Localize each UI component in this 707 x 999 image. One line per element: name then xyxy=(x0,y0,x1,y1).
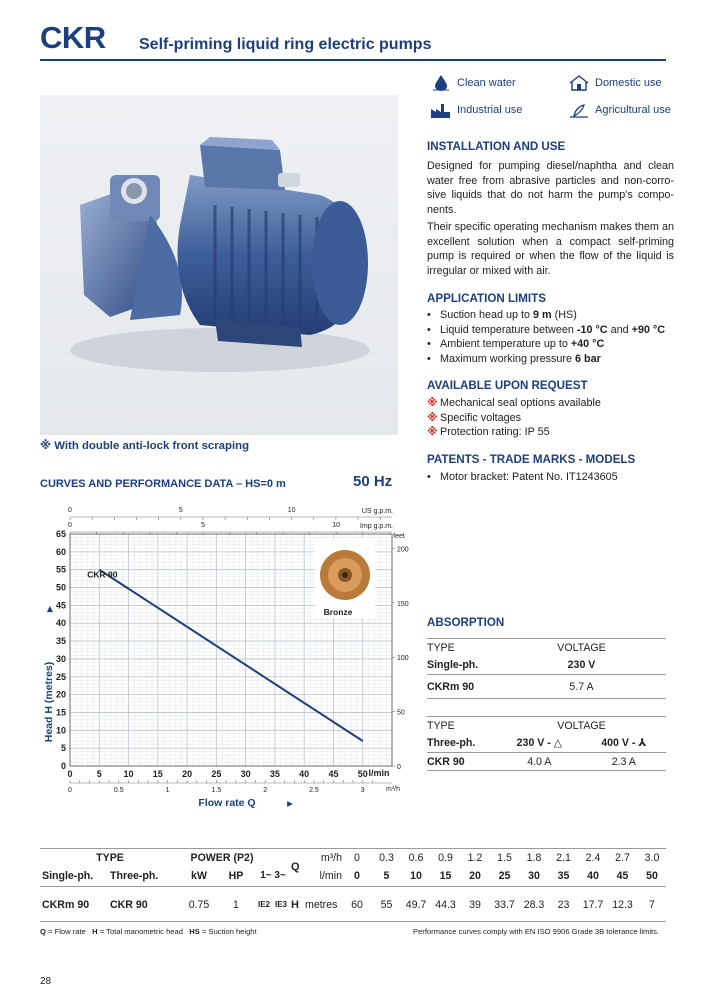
perf-row-single-model: CKRm 90 xyxy=(42,899,90,911)
perf-lmin-value: 15 xyxy=(439,870,452,882)
perf-metres-label: metres xyxy=(305,899,338,911)
abs-single-v1: 230 V xyxy=(567,659,596,672)
product-code: CKR xyxy=(40,20,106,55)
perf-single-label: Single-ph. xyxy=(42,870,94,882)
perf-row-ie-single: IE2 xyxy=(257,900,270,909)
perf-h-value: 55 xyxy=(380,899,393,911)
request-heading: AVAILABLE UPON REQUEST xyxy=(427,379,588,392)
right-tick-label: 50 xyxy=(397,709,405,717)
photo-note: ※ With double anti-lock front scraping xyxy=(40,440,250,452)
perf-row-ie-three: IE3 xyxy=(274,900,287,909)
x-tick-label: 40 xyxy=(299,769,310,779)
perf-h-label: H xyxy=(291,899,299,911)
abs-single-voltage-label: VOLTAGE xyxy=(557,641,606,654)
request-list xyxy=(427,396,601,440)
x-tick-label: 20 xyxy=(182,769,193,779)
x-tick-label: 30 xyxy=(240,769,251,779)
x-tick-label: 0 xyxy=(67,769,73,779)
abs-three-v2: 400 V - ⅄ xyxy=(601,737,647,750)
perf-m3h-value: 1.8 xyxy=(526,852,542,864)
x-tick-label: 25 xyxy=(211,769,222,779)
limits-heading: APPLICATION LIMITS xyxy=(427,292,546,305)
page-number: 28 xyxy=(40,976,52,987)
frequency-label: 50 Hz xyxy=(353,473,393,490)
bottom-axis-m3h-unit: m³/h xyxy=(386,786,400,793)
y-tick-label: 60 xyxy=(55,546,66,557)
y-tick-label: 50 xyxy=(55,582,66,593)
y-tick-label: 65 xyxy=(55,529,66,539)
perf-h-value: 60 xyxy=(351,899,363,911)
limit-item: • Suction head up to 9 m (HS) xyxy=(427,309,577,321)
agriculture-icon xyxy=(568,101,590,119)
y-tick-label: 10 xyxy=(55,725,66,736)
perf-m3h-value: 0.9 xyxy=(438,852,453,864)
use-agricultural-label: Agricultural use xyxy=(595,104,671,116)
request-item: ※ Protection rating: IP 55 xyxy=(427,426,550,439)
top-us-tick-label: 5 xyxy=(178,507,183,514)
right-tick-label: 0 xyxy=(397,764,401,771)
right-tick-label: 200 xyxy=(397,546,409,554)
patents-heading: PATENTS - TRADE MARKS - MODELS xyxy=(427,453,636,466)
perf-three-label: Three-ph. xyxy=(110,870,159,882)
pump-illustration xyxy=(40,95,398,435)
limit-item: • Maximum working pressure 6 bar xyxy=(427,352,601,365)
limit-item: • Liquid temperature between -10 °C and +90 °C xyxy=(427,323,666,336)
perf-lmin-value: 20 xyxy=(469,870,481,882)
perf-m3h-value: 2.4 xyxy=(585,852,601,864)
right-tick-label: 100 xyxy=(397,655,409,663)
impeller-inset xyxy=(315,538,375,618)
perf-lmin-value: 10 xyxy=(410,870,422,882)
perf-table-bottom-rule xyxy=(40,921,666,922)
perf-table-top-rule xyxy=(40,848,666,849)
absorption-single-table xyxy=(427,638,666,699)
impeller-icon xyxy=(320,550,370,600)
right-tick-label: 150 xyxy=(397,600,409,608)
y-tick-label: 20 xyxy=(55,689,66,700)
y-tick-label: 0 xyxy=(60,761,66,771)
use-industrial xyxy=(430,101,522,119)
perf-hp-label: HP xyxy=(228,870,244,882)
y-tick-label: 5 xyxy=(60,743,66,754)
series-label: CKR 90 xyxy=(87,569,118,580)
pump-photo xyxy=(40,95,398,435)
installation-paragraph-2: Their specific operating mechanism makes them an excellent solution when a compact self-priming pump is required or when the flow of the liquid is irregular or mixed with air. xyxy=(427,221,674,277)
perf-row-kw: 0.75 xyxy=(188,899,210,911)
perf-lmin-value: 35 xyxy=(557,870,570,882)
use-domestic xyxy=(568,74,662,92)
perf-m3h-value: 1.5 xyxy=(497,852,512,864)
request-item: ※ Specific voltages xyxy=(427,411,522,424)
bottom-m3h-tick-label: 3 xyxy=(360,787,365,794)
abs-single-a1: 5.7 A xyxy=(569,680,594,693)
perf-power-label: POWER (P2) xyxy=(190,852,254,864)
abs-three-a2: 2.3 A xyxy=(611,755,636,768)
absorption-three-table xyxy=(427,716,666,771)
perf-m3h-value: 0 xyxy=(354,852,360,864)
perf-m3h-value: 2.7 xyxy=(615,852,630,864)
perf-lmin-value: 40 xyxy=(587,870,599,882)
abs-three-phase: Three-ph. xyxy=(427,737,476,750)
perf-lmin-value: 25 xyxy=(498,870,511,882)
perf-kw-label: kW xyxy=(191,870,207,882)
house-icon xyxy=(568,74,590,92)
perf-h-value: 12.3 xyxy=(612,899,633,911)
perf-h-value: 7 xyxy=(649,899,655,911)
perf-row-hp: 1 xyxy=(233,899,239,911)
absorption-heading: ABSORPTION xyxy=(427,616,505,629)
limit-item: • Ambient temperature up to +40 °C xyxy=(427,338,605,351)
factory-icon xyxy=(430,101,452,119)
top-axis-us-unit: US g.p.m. xyxy=(361,508,393,515)
iso-note: Performance curves comply with EN ISO 9906 Grade 3B tolerance limits. xyxy=(413,927,660,936)
perf-table-mid-rule xyxy=(40,886,666,887)
installation-paragraph-1: Designed for pumping diesel/naphtha and clean water free from abrasive particles and non-corro-sive liquids that do not harm the pump's compo-nents. xyxy=(427,160,674,216)
bottom-m3h-tick-label: 0 xyxy=(68,787,72,794)
x-axis-label: Flow rate Q xyxy=(198,797,256,809)
abs-single-model: CKRm 90 xyxy=(427,680,475,693)
y-tick-label: 45 xyxy=(55,600,66,611)
abs-three-type-label: TYPE xyxy=(427,719,455,732)
installation-heading: INSTALLATION AND USE xyxy=(427,140,566,153)
performance-chart xyxy=(36,500,409,812)
y-tick-label: 15 xyxy=(55,707,66,718)
perf-m3h-value: 0.6 xyxy=(408,852,424,864)
y-axis-label: Head H (metres) xyxy=(43,661,55,743)
perf-h-value: 28.3 xyxy=(523,899,545,911)
right-axis-unit: feet xyxy=(393,533,405,540)
perf-type-label: TYPE xyxy=(96,852,124,864)
y-tick-label: 35 xyxy=(55,636,66,647)
perf-m3h-value: 3.0 xyxy=(644,852,660,864)
x-tick-label: 15 xyxy=(152,769,163,779)
abs-three-voltage-label: VOLTAGE xyxy=(557,719,606,732)
perf-lmin-value: 5 xyxy=(383,870,390,882)
perf-h-value: 49.7 xyxy=(405,899,427,911)
perf-q-label: Q xyxy=(291,861,300,873)
top-imp-tick-label: 0 xyxy=(68,522,72,529)
use-domestic-label: Domestic use xyxy=(595,77,662,89)
top-us-tick-label: 0 xyxy=(68,507,72,514)
y-tick-label: 25 xyxy=(55,671,66,682)
abs-three-a1: 4.0 A xyxy=(527,755,552,768)
x-tick-label: 5 xyxy=(96,769,102,779)
perf-lmin-value: 30 xyxy=(528,870,540,882)
perf-h-value: 23 xyxy=(557,899,570,911)
bottom-m3h-tick-label: 1.5 xyxy=(211,787,222,794)
y-tick-label: 30 xyxy=(55,653,66,664)
header-rule xyxy=(40,59,666,61)
use-clean-water-label: Clean water xyxy=(457,77,516,89)
perf-h-value: 44.3 xyxy=(435,899,456,911)
perf-m3h-value: 1.2 xyxy=(467,852,483,864)
top-imp-tick-label: 5 xyxy=(201,522,206,529)
perf-m3h-label: m³/h xyxy=(320,852,342,864)
use-clean-water xyxy=(430,74,516,92)
patent-item: • Motor bracket: Patent No. IT1243605 xyxy=(427,471,618,483)
x-tick-label: 35 xyxy=(269,769,280,779)
use-agricultural xyxy=(568,101,671,119)
water-drop-icon xyxy=(430,74,452,92)
perf-lmin-value: 50 xyxy=(646,870,658,882)
perf-lmin-value: 0 xyxy=(354,870,360,882)
perf-h-value: 39 xyxy=(469,899,481,911)
perf-row-three-model: CKR 90 xyxy=(110,899,148,911)
y-tick-label: 55 xyxy=(55,564,66,575)
bottom-m3h-tick-label: 2 xyxy=(263,787,268,794)
top-imp-tick-label: 10 xyxy=(332,522,341,529)
perf-phases-label: 1~ 3~ xyxy=(260,870,286,881)
abs-three-model: CKR 90 xyxy=(427,755,465,768)
legend-note: Q = Flow rate H = Total manometric head HS = Suction height xyxy=(40,927,257,936)
perf-lmin-label: l/min xyxy=(319,870,342,882)
bottom-m3h-tick-label: 0.5 xyxy=(113,787,124,794)
top-us-tick-label: 10 xyxy=(287,507,296,514)
x-unit-label: l/min xyxy=(368,768,390,778)
inset-label: Bronze xyxy=(323,607,353,617)
x-axis-arrow-icon: ▶ xyxy=(287,799,293,808)
bottom-m3h-tick-label: 1 xyxy=(165,787,170,794)
request-item: ※ Mechanical seal options available xyxy=(427,397,601,409)
y-axis-arrow-icon: ▶ xyxy=(45,605,54,613)
x-tick-label: 10 xyxy=(123,769,134,779)
perf-m3h-value: 2.1 xyxy=(556,852,571,864)
top-axis-imp-unit: Imp g.p.m. xyxy=(359,523,393,530)
perf-h-value: 33.7 xyxy=(494,899,515,911)
bottom-m3h-tick-label: 2.5 xyxy=(309,787,319,794)
abs-single-phase: Single-ph. xyxy=(427,659,479,672)
perf-lmin-value: 45 xyxy=(616,870,629,882)
abs-single-type-label: TYPE xyxy=(427,641,455,654)
abs-three-v1: 230 V - △ xyxy=(516,737,562,750)
curves-title: CURVES AND PERFORMANCE DATA – HS=0 m xyxy=(40,478,286,490)
limits-list xyxy=(427,308,677,366)
use-industrial-label: Industrial use xyxy=(457,104,523,116)
perf-h-value: 17.7 xyxy=(582,899,604,911)
x-tick-label: 45 xyxy=(328,769,339,779)
y-tick-label: 40 xyxy=(55,618,66,629)
product-title: Self-priming liquid ring electric pumps xyxy=(139,36,432,53)
perf-m3h-value: 0.3 xyxy=(379,852,394,864)
x-tick-label: 50 xyxy=(357,769,368,779)
